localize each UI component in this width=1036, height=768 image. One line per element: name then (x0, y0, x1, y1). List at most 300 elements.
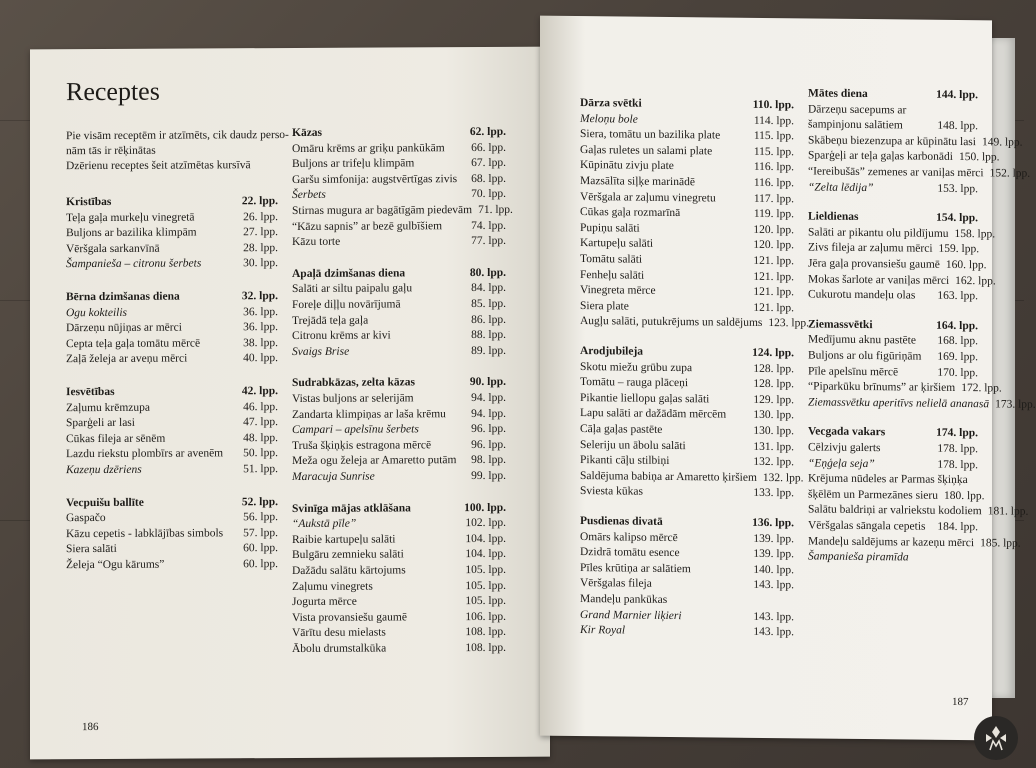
recipe-name: Dārzeņu sacepums ar (808, 103, 907, 117)
recipe-section (580, 344, 804, 502)
recipe-section (292, 500, 506, 657)
recipe-name: Gaļas ruletes un salami plate (580, 143, 713, 158)
intro-line: Pie visām receptēm ir atzīmēts, cik daudz perso- (66, 129, 289, 143)
section-title: Sudrabkāzas, zelta kāzas (292, 376, 415, 390)
recipe-entry (66, 256, 278, 273)
recipe-name: Gaspačo (66, 512, 106, 525)
section-title: Bērna dzimšanas diena (66, 290, 180, 304)
recipe-name: Sparģeļi ar teļa gaļas karbonādi (808, 149, 953, 164)
recipe-page: 66. lpp. (471, 141, 506, 154)
recipe-name: Zivs fileja ar zaļumu mērci (808, 241, 933, 256)
recipe-page: 102. lpp. (465, 517, 506, 530)
recipe-page: 88. lpp. (471, 329, 506, 342)
recipe-name: Vinegreta mērce (580, 284, 656, 297)
recipe-page: 105. lpp. (465, 579, 506, 592)
section-page: 110. lpp. (752, 98, 794, 112)
recipe-entry (292, 328, 506, 345)
recipe-entry (66, 320, 278, 337)
recipe-name: Zaļā želeja ar aveņu mērci (66, 352, 188, 366)
section-title: Lieldienas (808, 210, 859, 224)
section-heading (808, 317, 978, 334)
recipe-page: 139. lpp. (753, 532, 794, 545)
recipe-page: 130. lpp. (753, 409, 794, 422)
recipe-entry (292, 140, 506, 157)
recipe-name: Stirnas mugura ar bagātīgām piedevām (292, 204, 473, 217)
recipe-page: 71. lpp. (478, 203, 513, 216)
recipe-name: Siera salāti (66, 543, 117, 556)
recipe-name: Lapu salāti ar dažādām mērcēm (580, 407, 727, 421)
recipe-page: 143. lpp. (753, 579, 794, 592)
recipe-page: 105. lpp. (465, 595, 506, 608)
recipe-name: Sparģeli ar lasi (66, 416, 135, 430)
section-page: 52. lpp. (241, 495, 278, 508)
recipe-name: Vārītu desu mielasts (292, 626, 386, 640)
recipe-name: Mokas šarlote ar vaniļas mērci (808, 273, 950, 287)
recipe-section (66, 495, 278, 574)
recipe-page: 48. lpp. (243, 431, 278, 445)
recipe-name: Saldējuma babiņa ar Amaretto ķiršiem (580, 469, 757, 484)
recipe-page: 94. lpp. (471, 391, 506, 405)
recipe-name: Grand Marnier liķieri (580, 608, 682, 622)
recipe-name: Siera, tomātu un bazilika plate (580, 128, 721, 142)
recipe-entry (292, 406, 506, 423)
recipe-section (66, 289, 278, 368)
section-heading (808, 210, 978, 227)
recipe-entry (292, 578, 506, 595)
recipe-entry (66, 462, 278, 479)
recipe-entry (66, 415, 278, 432)
section-page: 80. lpp. (469, 266, 506, 279)
section-heading (292, 375, 506, 392)
section-title: Vecgada vakars (808, 425, 886, 439)
recipe-entry (292, 547, 506, 564)
recipe-name: Kazeņu dzēriens (66, 463, 142, 477)
section-title: Arodjubileja (580, 345, 644, 358)
recipe-entry (808, 256, 987, 273)
recipe-entry (292, 297, 506, 314)
recipe-page: 27. lpp. (243, 226, 278, 239)
recipe-entry (292, 641, 506, 658)
recipe-page: 36. lpp. (243, 321, 278, 334)
recipe-name: Cēlzivju galerts (808, 441, 881, 455)
recipe-entry (808, 472, 978, 489)
recipe-entry (292, 594, 506, 611)
section-title: Kāzas (292, 126, 323, 139)
recipe-entry (66, 305, 278, 322)
recipe-page: 159. lpp. (938, 243, 980, 256)
recipe-page: 99. lpp. (471, 469, 506, 483)
recipe-page: 84. lpp. (471, 282, 506, 295)
recipe-entry (66, 400, 278, 417)
recipe-page: 121. lpp. (753, 301, 794, 315)
recipe-page: 140. lpp. (753, 563, 794, 577)
recipe-entry (292, 532, 506, 549)
section-page: 164. lpp. (936, 319, 978, 333)
recipe-entry (808, 133, 1023, 150)
recipe-page: 129. lpp. (753, 393, 794, 407)
recipe-section (808, 210, 996, 305)
section-title: Iesvētības (66, 385, 115, 399)
recipe-page: 169. lpp. (937, 350, 978, 364)
recipe-page: 163. lpp. (937, 289, 978, 303)
recipe-entry (66, 557, 278, 574)
recipe-name: Meloņu bole (580, 112, 638, 126)
recipe-entry (808, 102, 978, 119)
recipe-page: 70. lpp. (471, 188, 506, 201)
section-title: Ziemassvētki (808, 318, 873, 331)
recipe-page: 121. lpp. (753, 270, 794, 283)
recipe-name: “Iereibušās” zemenes ar vaniļas mērci (808, 165, 984, 180)
recipe-name: Omāru krēms ar griķu pankūkām (292, 141, 445, 155)
recipe-page: 120. lpp. (753, 223, 794, 237)
recipe-entry (292, 234, 506, 251)
recipe-name: Dažādu salātu kārtojums (292, 564, 406, 577)
recipe-page: 160. lpp. (945, 258, 987, 272)
page-title: Receptes (66, 76, 160, 107)
recipe-page: 115. lpp. (753, 130, 794, 143)
recipe-entry (808, 180, 978, 197)
recipe-entry (66, 336, 278, 353)
recipe-entry (66, 510, 278, 527)
intro-line: nām tās ir rēķinātas (66, 144, 156, 158)
recipe-name: Trejādā teļa gaļa (292, 314, 369, 327)
recipe-page: 114. lpp. (753, 114, 794, 127)
recipe-name: Salātu baldriņi ar valriekstu kodoliem (808, 503, 982, 518)
recipe-entry (808, 518, 978, 535)
recipe-name: Salāti ar pikantu olu pildījumu (808, 226, 949, 240)
recipe-page: 117. lpp. (753, 192, 794, 205)
recipe-page: 143. lpp. (753, 626, 794, 639)
section-page: 90. lpp. (469, 376, 506, 389)
recipe-name: Kir Royal (580, 624, 626, 637)
recipe-name: Buljons ar bazilika klimpām (66, 226, 197, 240)
recipe-page: 50. lpp. (243, 447, 278, 460)
recipe-entry (292, 281, 506, 298)
recipe-name: Ābolu drumstalkūka (292, 642, 387, 655)
section-title: Vecpuišu ballīte (66, 496, 144, 509)
recipe-name: Vēršgalas fileja (580, 577, 652, 591)
recipe-page: 67. lpp. (471, 157, 506, 170)
recipe-page: 162. lpp. (955, 274, 996, 287)
recipe-entry (808, 241, 978, 258)
recipe-name: Cūkas fileja ar sēnēm (66, 432, 166, 445)
recipe-name: Šampaniešа – citronu šerbets (66, 257, 202, 271)
recipe-entry (808, 164, 1031, 181)
recipe-entry (66, 541, 278, 558)
page-number: 187 (952, 695, 969, 709)
recipe-entry (808, 380, 1002, 397)
recipe-name: Zandarta klimpiņas ar laša krēmu (292, 407, 446, 421)
intro-text (66, 128, 289, 174)
recipe-name: Salāti ar siltu paipalu gaļu (292, 282, 413, 296)
recipe-name: Lazdu riekstu plombīrs ar avenēm (66, 447, 224, 461)
recipe-page: 36. lpp. (243, 305, 278, 318)
section-title: Dārza svētki (580, 97, 642, 110)
recipe-page: 85. lpp. (471, 297, 506, 311)
recipe-name: Dzidrā tomātu esence (580, 546, 680, 560)
recipe-entry (292, 344, 506, 361)
recipe-page: 40. lpp. (243, 352, 278, 365)
recipe-page: 74. lpp. (471, 219, 506, 232)
recipe-page: 104. lpp. (465, 532, 506, 545)
recipe-page: 131. lpp. (753, 440, 794, 453)
recipe-entry (66, 446, 278, 463)
recipe-entry (66, 526, 278, 543)
recipe-entry (292, 563, 506, 580)
recipe-page: 108. lpp. (465, 626, 506, 639)
section-heading (808, 425, 978, 442)
recipe-page: 119. lpp. (753, 208, 794, 221)
recipe-name: Ogu kokteilis (66, 306, 127, 319)
recipe-page: 172. lpp. (961, 382, 1002, 395)
section-title: Svinīga mājas atklāšana (292, 501, 411, 515)
recipe-name: Bulgāru zemnieku salāti (292, 548, 404, 562)
recipe-name: Tomātu – rauga plāceņi (580, 376, 689, 390)
recipe-name: Foreļe diļļu novārījumā (292, 298, 401, 311)
recipe-page: 128. lpp. (753, 378, 794, 391)
recipe-name: Svaigs Brise (292, 345, 350, 358)
section-page: 62. lpp. (469, 125, 506, 139)
recipe-entry (292, 610, 506, 627)
recipe-entry (66, 351, 278, 368)
recipe-name: Vēršgalas sāngala cepetis (808, 519, 926, 533)
recipe-entry (808, 225, 996, 242)
recipe-page: 38. lpp. (243, 336, 278, 350)
recipe-entry (580, 314, 809, 332)
recipe-name: Omārs kalipso mērcē (580, 530, 678, 544)
recipe-page: 28. lpp. (243, 241, 278, 255)
recipe-entry (292, 203, 513, 220)
recipe-name: Pikanti cāļu stilbiņi (580, 454, 670, 468)
recipe-name: Sviesta kūkas (580, 485, 643, 499)
recipe-page (972, 551, 978, 567)
section-page: 154. lpp. (936, 211, 978, 225)
recipe-section (66, 384, 278, 479)
section-page: 174. lpp. (936, 427, 978, 440)
recipe-entry (808, 550, 978, 567)
recipe-name: Vistas buljons ar selerijām (292, 392, 414, 405)
recipe-section (580, 96, 809, 332)
recipe-page: 123. lpp. (768, 317, 809, 330)
recipe-page: 116. lpp. (753, 161, 794, 174)
recipe-page: 149. lpp. (981, 136, 1023, 149)
recipe-name: Cepta teļa gaļa tomātu mērcē (66, 337, 201, 350)
recipe-page: 56. lpp. (243, 511, 278, 524)
recipe-name: Siera plate (580, 299, 629, 313)
recipe-entry (808, 348, 978, 365)
recipe-entry (292, 453, 506, 470)
section-heading (808, 86, 978, 103)
recipe-entry (808, 333, 978, 350)
section-title: Apaļā dzimšanas diena (292, 267, 406, 280)
recipe-section (580, 514, 794, 641)
recipe-page: 158. lpp. (954, 227, 996, 241)
recipe-page: 60. lpp. (243, 558, 278, 571)
recipe-entry (808, 487, 985, 504)
recipe-entry (292, 516, 506, 533)
recipe-page: 168. lpp. (937, 335, 978, 348)
recipe-page: 108. lpp. (465, 641, 506, 655)
recipe-section (808, 86, 1031, 197)
recipe-name: Kartupeļu salāti (580, 237, 654, 251)
recipe-entry (808, 503, 1029, 520)
recipe-name: Ziemassvētku aperitīvs nelielā ananasā (808, 396, 990, 411)
recipe-page: 128. lpp. (753, 362, 794, 375)
recipe-entry (808, 272, 996, 289)
recipe-name: Buljons ar trifeļu klimpām (292, 157, 415, 171)
recipe-name: Mandeļu saldējums ar kazeņu mērci (808, 534, 975, 549)
recipe-page: 185. lpp. (980, 536, 1021, 550)
recipe-entry (292, 625, 506, 642)
recipe-name: “Kāzu sapnis” ar bezē gulbīšiem (292, 219, 443, 233)
recipe-section (292, 125, 513, 251)
recipe-name: Fenheļu salāti (580, 268, 645, 282)
recipe-page: 57. lpp. (243, 526, 278, 540)
recipe-name: Cukurotu mandeļu olas (808, 288, 916, 302)
recipe-entry (808, 456, 978, 473)
recipe-page: 132. lpp. (762, 471, 804, 485)
recipe-name: Krējuma nūdeles ar Parmas šķiņķa (808, 472, 968, 487)
section-page: 22. lpp. (241, 195, 278, 208)
recipe-entry (580, 484, 794, 502)
recipe-page: 150. lpp. (958, 151, 1000, 164)
recipe-name: Kāzu torte (292, 235, 341, 249)
recipe-page: 51. lpp. (243, 463, 278, 476)
recipe-name: Pīle apelsīnu mērcē (808, 365, 899, 378)
left-page (30, 47, 550, 760)
recipe-name: Pupiņu salāti (580, 221, 640, 235)
recipe-name: Pikantie liellopu gaļas salāti (580, 391, 710, 406)
open-book (30, 38, 1036, 766)
recipe-name: Teļa gaļa murkeļu vinegretā (66, 211, 195, 224)
recipe-page: 96. lpp. (471, 423, 506, 436)
recipe-name: Seleriju un ābolu salāti (580, 438, 686, 452)
recipe-name: šampinjonu salātiem (808, 118, 903, 132)
recipe-page: 184. lpp. (937, 520, 978, 534)
watermark-logo-icon (974, 716, 1018, 760)
recipe-name: Vēršgala ar zaļumu vinegretu (580, 190, 716, 205)
recipe-entry (292, 422, 506, 439)
recipe-name: šķēlēm un Parmezānes sieru (808, 488, 938, 502)
recipe-name: Vista provansiešu gaumē (292, 611, 407, 624)
section-title: Mātes diena (808, 87, 868, 101)
recipe-name: Želeja “Ogu kārums” (66, 558, 165, 572)
recipe-entry (292, 156, 506, 173)
recipe-page: 133. lpp. (753, 487, 794, 500)
page-number: 186 (82, 721, 99, 734)
recipe-page: 89. lpp. (471, 344, 506, 357)
recipe-section (292, 266, 506, 361)
recipe-page: 86. lpp. (471, 313, 506, 326)
recipe-entry (66, 431, 278, 448)
recipe-name: Garšu simfonija: augstvērtīgas zivis (292, 172, 458, 186)
recipe-page: 180. lpp. (943, 489, 985, 503)
section-heading (292, 500, 506, 517)
recipe-name: Skābeņu biezenzupa ar kūpinātu lasi (808, 134, 976, 148)
recipe-page: 130. lpp. (753, 424, 794, 438)
recipe-name: “Eņģeļa sejа” (808, 457, 875, 470)
recipe-entry (292, 438, 506, 455)
recipe-page: 94. lpp. (471, 407, 506, 420)
recipe-name: Maracuja Sunrise (292, 470, 375, 483)
section-page: 100. lpp. (464, 501, 506, 514)
recipe-page: 173. lpp. (995, 398, 1036, 411)
recipe-page: 105. lpp. (465, 563, 506, 577)
recipe-page: 143. lpp. (753, 610, 794, 623)
recipe-name: Citronu krēms ar kivi (292, 329, 391, 343)
recipe-page: 26. lpp. (243, 210, 278, 223)
recipe-section (292, 375, 506, 485)
recipe-name: “Aukstā pīle” (292, 517, 357, 531)
section-page: 32. lpp. (241, 290, 278, 303)
recipe-entry (808, 534, 1021, 551)
recipe-page: 181. lpp. (987, 505, 1029, 519)
recipe-page: 148. lpp. (937, 119, 978, 133)
recipe-name: Zaļumu krēmzupa (66, 401, 150, 414)
recipe-page: 120. lpp. (753, 239, 794, 252)
recipe-name: Dārzeņu nūjiņas ar mērci (66, 321, 182, 335)
recipe-page: 121. lpp. (753, 285, 794, 299)
recipe-entry (66, 225, 278, 242)
section-heading (66, 194, 278, 211)
section-heading (292, 266, 506, 283)
recipe-page: 96. lpp. (471, 438, 506, 451)
recipe-entry (808, 364, 978, 381)
recipe-page (972, 473, 978, 489)
recipe-section (808, 317, 1036, 412)
recipe-page: 153. lpp. (937, 182, 978, 195)
recipe-page: 46. lpp. (243, 400, 278, 413)
recipe-name: Truša šķiņķis estragona mērcē (292, 439, 432, 452)
recipe-name: “Piparkūku brīnums” ar ķiršiem (808, 380, 956, 395)
recipe-page: 170. lpp. (937, 366, 978, 379)
intro-line: Dzērienu receptes šeit atzīmētas kursīvā (66, 159, 251, 173)
recipe-name: Jēra gaļa provansiešu gaumē (808, 257, 940, 271)
recipe-name: Campari – apelsīnu šerbets (292, 423, 419, 437)
right-page (540, 16, 1036, 741)
recipe-entry (808, 395, 1036, 412)
section-page: 136. lpp. (752, 516, 794, 530)
recipe-page: 106. lpp. (465, 610, 506, 623)
recipe-name: Tomātu salāti (580, 252, 643, 266)
recipe-entry (292, 172, 506, 189)
section-page: 144. lpp. (936, 88, 978, 102)
recipe-page: 152. lpp. (989, 167, 1031, 180)
recipe-entry (808, 118, 978, 135)
section-title: Kristības (66, 195, 112, 209)
recipe-entry (292, 391, 506, 408)
recipe-page: 132. lpp. (753, 456, 794, 469)
recipe-section (66, 194, 278, 273)
recipe-entry (292, 218, 506, 235)
recipe-page: 68. lpp. (471, 172, 506, 185)
recipe-entry (580, 623, 794, 641)
recipe-name: Vēršgala sarkanvīnā (66, 242, 160, 255)
recipe-name: Meža ogu želeja ar Amaretto putām (292, 454, 457, 468)
recipe-name: Medījumu aknu pastēte (808, 333, 916, 347)
recipe-page: 178. lpp. (937, 442, 978, 456)
recipe-name: Kūpinātu zivju plate (580, 159, 674, 173)
section-title: Pusdienas divatā (580, 515, 663, 528)
recipe-name: Pīles krūtiņa ar salātiem (580, 561, 691, 575)
recipe-entry (66, 241, 278, 258)
recipe-entry (292, 312, 506, 329)
section-page: 124. lpp. (752, 346, 794, 360)
recipe-name: Raibie kartupeļu salāti (292, 533, 396, 546)
section-heading (66, 495, 278, 512)
recipe-page: 104. lpp. (465, 548, 506, 561)
recipe-page (972, 104, 978, 120)
